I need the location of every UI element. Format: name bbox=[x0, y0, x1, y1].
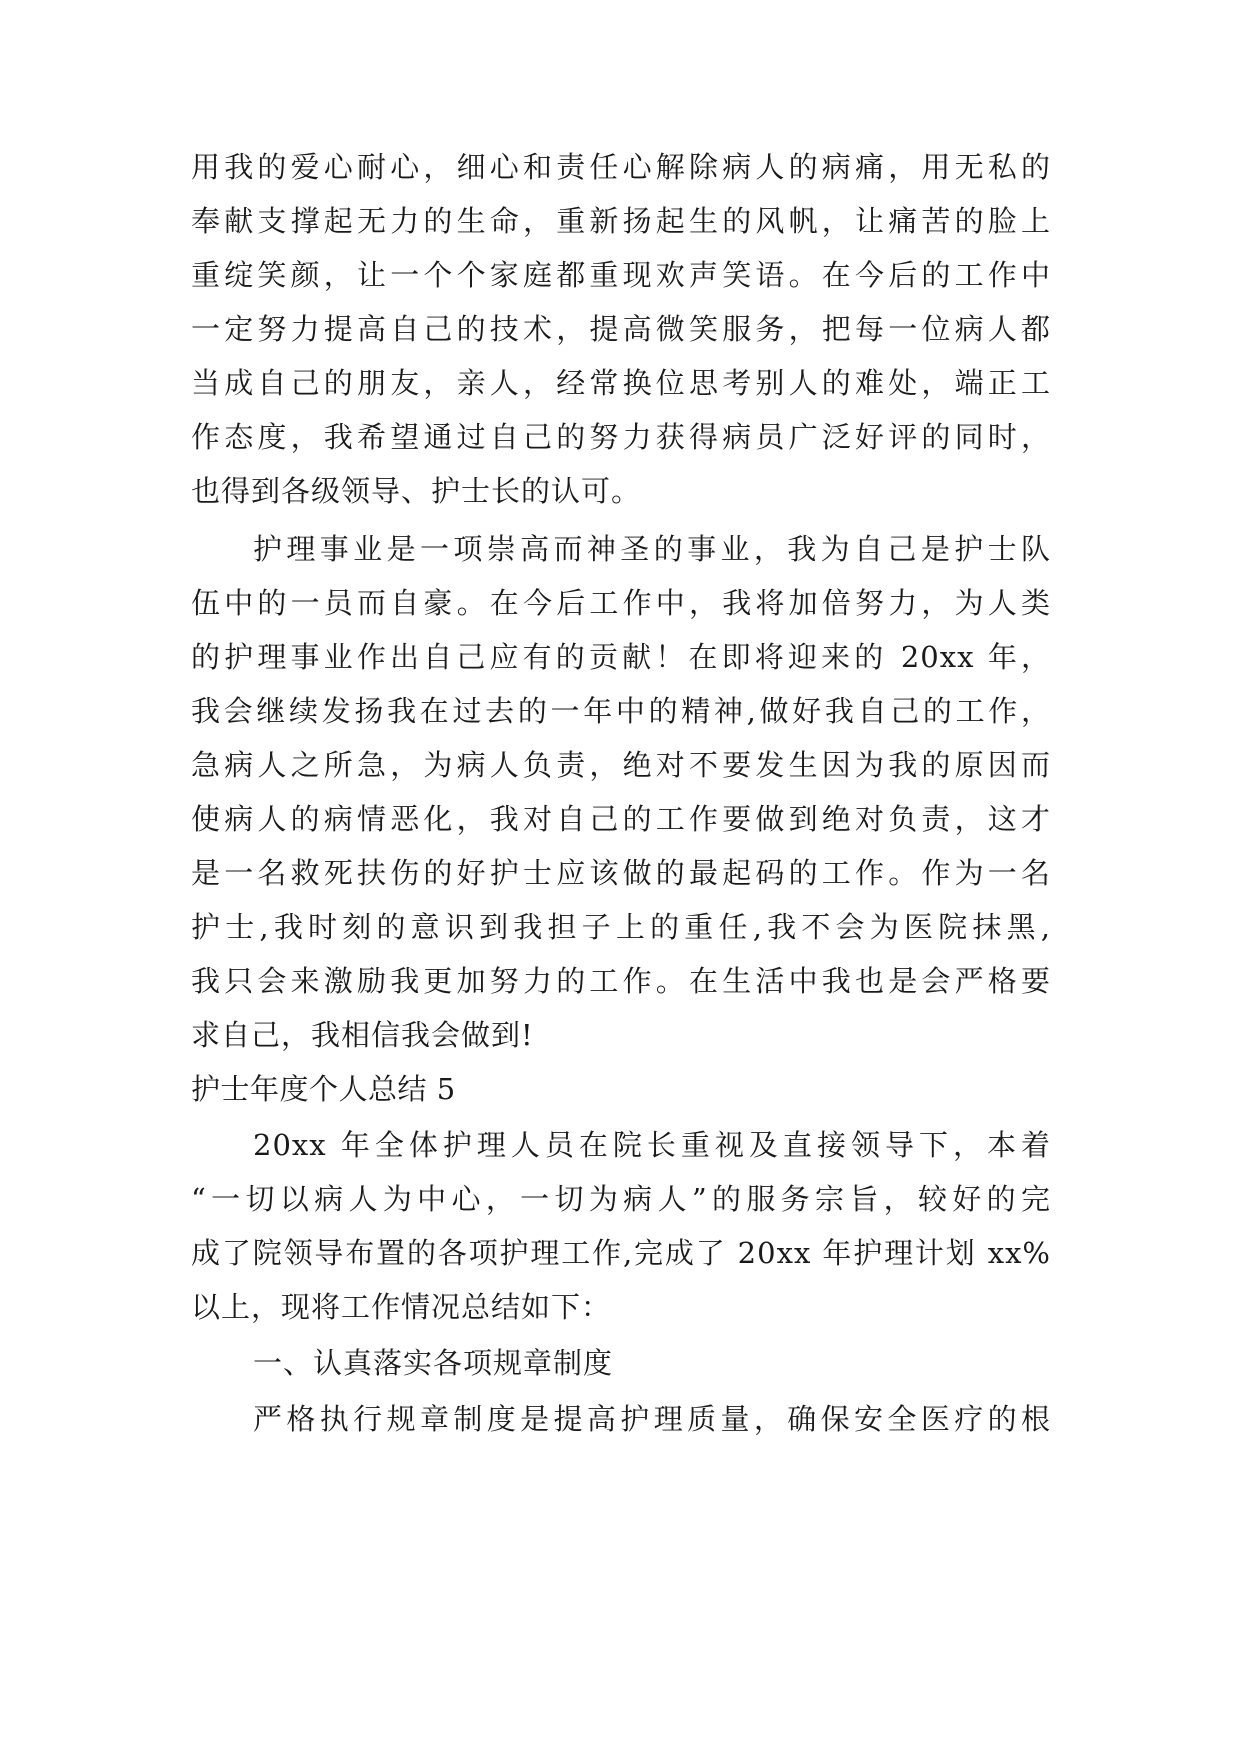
paragraph-1-line-5: 当成自己的朋友，亲人，经常换位思考别人的难处，端正工 bbox=[191, 366, 1051, 400]
paragraph-2-line-3: 的护理事业作出自己应有的贡献！在即将迎来的 20xx 年， bbox=[191, 640, 1051, 674]
paragraph-2-line-9: 我只会来激励我更加努力的工作。在生活中我也是会严格要 bbox=[191, 964, 1051, 998]
paragraph-1-line-2: 奉献支撑起无力的生命，重新扬起生的风帆，让痛苦的脸上 bbox=[191, 204, 1051, 238]
paragraph-3-line-3: 成了院领导布置的各项护理工作,完成了 20xx 年护理计划 xx% bbox=[191, 1236, 1051, 1270]
paragraph-3-line-4: 以上，现将工作情况总结如下： bbox=[191, 1290, 612, 1324]
subheading-1: 一、认真落实各项规章制度 bbox=[253, 1346, 614, 1380]
paragraph-4-line-1: 严格执行规章制度是提高护理质量，确保安全医疗的根 bbox=[253, 1402, 1051, 1436]
paragraph-3-line-2: “一切以病人为中心，一切为病人”的服务宗旨，较好的完 bbox=[191, 1182, 1051, 1216]
paragraph-1-line-1: 用我的爱心耐心，细心和责任心解除病人的病痛，用无私的 bbox=[191, 150, 1051, 184]
paragraph-2-line-8: 护士,我时刻的意识到我担子上的重任,我不会为医院抹黑, bbox=[191, 910, 1051, 944]
paragraph-1-line-6: 作态度，我希望通过自己的努力获得病员广泛好评的同时， bbox=[191, 420, 1051, 454]
paragraph-2-line-10: 求自己，我相信我会做到! bbox=[191, 1018, 534, 1052]
paragraph-2-line-4: 我会继续发扬我在过去的一年中的精神,做好我自己的工作， bbox=[191, 694, 1051, 728]
paragraph-2-line-1: 护理事业是一项崇高而神圣的事业，我为自己是护士队 bbox=[253, 532, 1051, 566]
paragraph-2-line-2: 伍中的一员而自豪。在今后工作中，我将加倍努力，为人类 bbox=[191, 586, 1051, 620]
section-title: 护士年度个人总结 5 bbox=[191, 1072, 456, 1106]
paragraph-1-line-4: 一定努力提高自己的技术，提高微笑服务，把每一位病人都 bbox=[191, 312, 1051, 346]
paragraph-1-line-3: 重绽笑颜，让一个个家庭都重现欢声笑语。在今后的工作中 bbox=[191, 258, 1051, 292]
paragraph-2-line-7: 是一名救死扶伤的好护士应该做的最起码的工作。作为一名 bbox=[191, 856, 1051, 890]
paragraph-1-line-7: 也得到各级领导、护士长的认可。 bbox=[191, 474, 642, 508]
paragraph-3-line-1: 20xx 年全体护理人员在院长重视及直接领导下，本着 bbox=[253, 1128, 1051, 1162]
paragraph-2-line-6: 使病人的病情恶化，我对自己的工作要做到绝对负责，这才 bbox=[191, 802, 1051, 836]
paragraph-2-line-5: 急病人之所急，为病人负责，绝对不要发生因为我的原因而 bbox=[191, 748, 1051, 782]
